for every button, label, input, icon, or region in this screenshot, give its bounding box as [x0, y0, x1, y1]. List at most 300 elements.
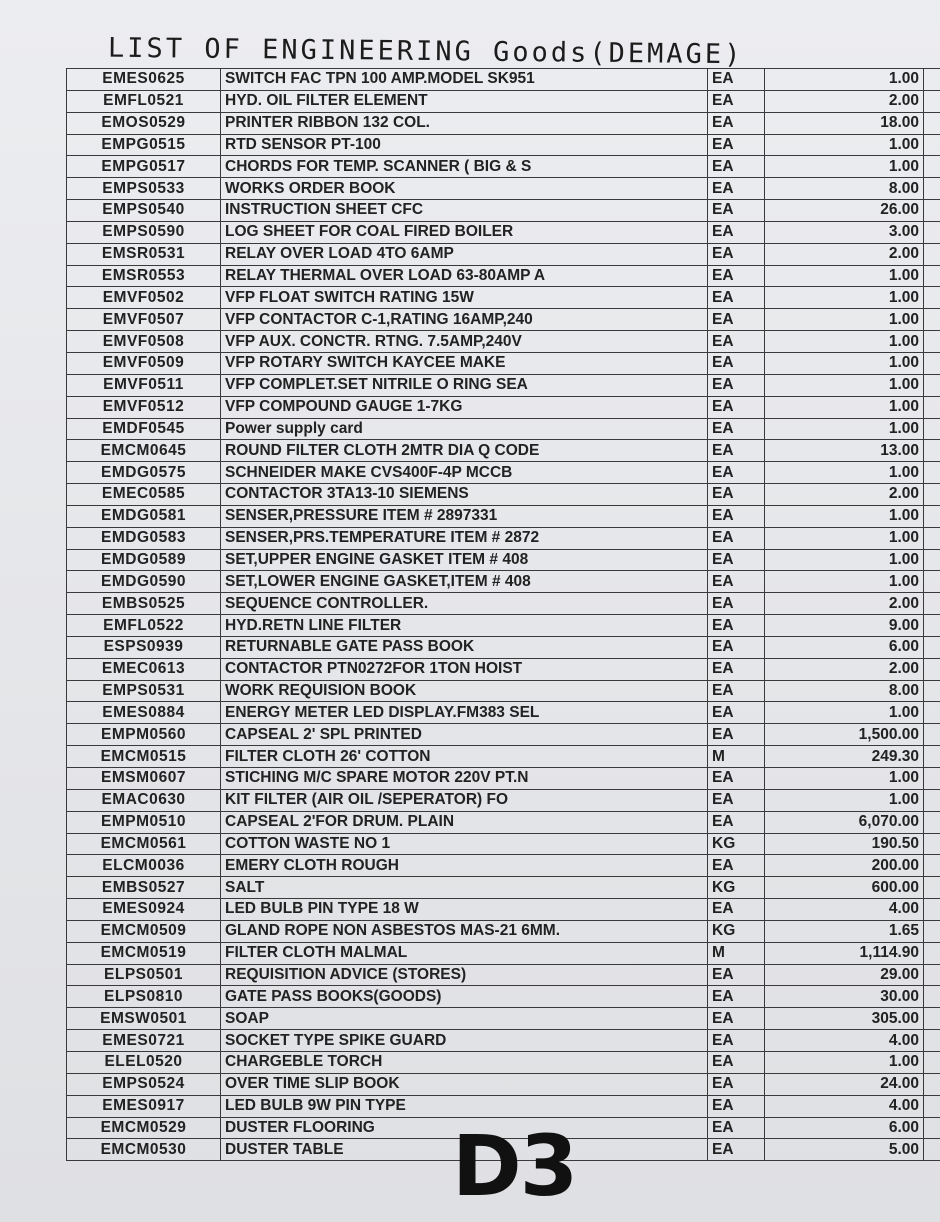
quantity-cell: 29.00 [765, 964, 924, 986]
item-code-cell: EMES0917 [67, 1095, 221, 1117]
quantity-cell: 305.00 [765, 1008, 924, 1030]
table-row [67, 374, 940, 396]
quantity-cell: 6.00 [765, 1117, 924, 1139]
unit-cell: EA [708, 484, 765, 506]
item-code-cell: EMES0884 [67, 702, 221, 724]
description-cell: SWITCH FAC TPN 100 AMP.MODEL SK951 [221, 69, 708, 91]
description-cell: SENSER,PRESSURE ITEM # 2897331 [221, 505, 708, 527]
item-code-cell: EMES0924 [67, 899, 221, 921]
quantity-cell: 2.00 [765, 658, 924, 680]
unit-cell: EA [708, 134, 765, 156]
description-cell: SEQUENCE CONTROLLER. [221, 593, 708, 615]
description-cell: FILTER CLOTH 26' COTTON [221, 746, 708, 768]
unit-cell: EA [708, 309, 765, 331]
quantity-cell: 1.00 [765, 768, 924, 790]
table-row [67, 768, 940, 790]
description-cell: PRINTER RIBBON 132 COL. [221, 112, 708, 134]
unit-cell: EA [708, 505, 765, 527]
blank-cell [924, 484, 940, 506]
item-code-cell: EMDG0589 [67, 549, 221, 571]
description-cell: CONTACTOR 3TA13-10 SIEMENS [221, 484, 708, 506]
table-row [67, 593, 940, 615]
unit-cell: EA [708, 462, 765, 484]
table-row [67, 986, 940, 1008]
blank-cell [924, 90, 940, 112]
blank-cell [924, 156, 940, 178]
quantity-cell: 1.00 [765, 702, 924, 724]
description-cell: VFP FLOAT SWITCH RATING 15W [221, 287, 708, 309]
blank-cell [924, 811, 940, 833]
unit-cell: EA [708, 200, 765, 222]
item-code-cell: ELCM0036 [67, 855, 221, 877]
table-row [67, 724, 940, 746]
unit-cell: EA [708, 1030, 765, 1052]
table-row [67, 134, 940, 156]
description-cell: STICHING M/C SPARE MOTOR 220V PT.N [221, 768, 708, 790]
unit-cell: EA [708, 549, 765, 571]
item-code-cell: ELPS0501 [67, 964, 221, 986]
blank-cell [924, 1139, 940, 1161]
quantity-cell: 13.00 [765, 440, 924, 462]
quantity-cell: 26.00 [765, 200, 924, 222]
blank-cell [924, 636, 940, 658]
description-cell: DUSTER FLOORING [221, 1117, 708, 1139]
table-row [67, 287, 940, 309]
item-code-cell: EMSW0501 [67, 1008, 221, 1030]
unit-cell: EA [708, 112, 765, 134]
description-cell: VFP AUX. CONCTR. RTNG. 7.5AMP,240V [221, 331, 708, 353]
item-code-cell: EMOS0529 [67, 112, 221, 134]
table-row [67, 484, 940, 506]
item-code-cell: EMES0721 [67, 1030, 221, 1052]
handwritten-section-mark: D3 [452, 1117, 577, 1215]
blank-cell [924, 877, 940, 899]
unit-cell: EA [708, 440, 765, 462]
description-cell: CONTACTOR PTN0272FOR 1TON HOIST [221, 658, 708, 680]
quantity-cell: 1,114.90 [765, 942, 924, 964]
unit-cell: EA [708, 90, 765, 112]
table-row [67, 527, 940, 549]
quantity-cell: 1.00 [765, 527, 924, 549]
unit-cell: EA [708, 221, 765, 243]
description-cell: OVER TIME SLIP BOOK [221, 1073, 708, 1095]
table-row [67, 746, 940, 768]
quantity-cell: 1.00 [765, 69, 924, 91]
blank-cell [924, 724, 940, 746]
description-cell: SOAP [221, 1008, 708, 1030]
blank-cell [924, 1073, 940, 1095]
item-code-cell: EMES0625 [67, 69, 221, 91]
quantity-cell: 600.00 [765, 877, 924, 899]
table-row [67, 69, 940, 91]
description-cell: LED BULB 9W PIN TYPE [221, 1095, 708, 1117]
quantity-cell: 5.00 [765, 1139, 924, 1161]
table-row [67, 571, 940, 593]
description-cell: FILTER CLOTH MALMAL [221, 942, 708, 964]
unit-cell: EA [708, 156, 765, 178]
quantity-cell: 1.00 [765, 549, 924, 571]
description-cell: RTD SENSOR PT-100 [221, 134, 708, 156]
quantity-cell: 190.50 [765, 833, 924, 855]
unit-cell: EA [708, 571, 765, 593]
item-code-cell: EMFL0521 [67, 90, 221, 112]
item-code-cell: EMCM0529 [67, 1117, 221, 1139]
item-code-cell: EMDG0583 [67, 527, 221, 549]
item-code-cell: EMCM0509 [67, 920, 221, 942]
blank-cell [924, 505, 940, 527]
item-code-cell: EMEC0613 [67, 658, 221, 680]
unit-cell: EA [708, 396, 765, 418]
quantity-cell: 1.00 [765, 156, 924, 178]
table-row [67, 243, 940, 265]
quantity-cell: 2.00 [765, 484, 924, 506]
unit-cell: EA [708, 899, 765, 921]
blank-cell [924, 658, 940, 680]
blank-cell [924, 221, 940, 243]
quantity-cell: 1.00 [765, 1051, 924, 1073]
item-code-cell: EMBS0525 [67, 593, 221, 615]
item-code-cell: EMCM0530 [67, 1139, 221, 1161]
description-cell: RETURNABLE GATE PASS BOOK [221, 636, 708, 658]
table-row [67, 964, 940, 986]
unit-cell: EA [708, 1073, 765, 1095]
description-cell: KIT FILTER (AIR OIL /SEPERATOR) FO [221, 789, 708, 811]
description-cell: CAPSEAL 2' SPL PRINTED [221, 724, 708, 746]
blank-cell [924, 287, 940, 309]
quantity-cell: 1.00 [765, 309, 924, 331]
quantity-cell: 1.00 [765, 571, 924, 593]
description-cell: HYD.RETN LINE FILTER [221, 615, 708, 637]
description-cell: CHORDS FOR TEMP. SCANNER ( BIG & S [221, 156, 708, 178]
blank-cell [924, 112, 940, 134]
unit-cell: EA [708, 265, 765, 287]
blank-cell [924, 571, 940, 593]
unit-cell: EA [708, 1051, 765, 1073]
unit-cell: KG [708, 877, 765, 899]
item-code-cell: EMPS0524 [67, 1073, 221, 1095]
unit-cell: EA [708, 964, 765, 986]
unit-cell: KG [708, 833, 765, 855]
unit-cell: EA [708, 527, 765, 549]
table-row [67, 1073, 940, 1095]
table-row [67, 920, 940, 942]
table-row [67, 877, 940, 899]
unit-cell: EA [708, 287, 765, 309]
table-row [67, 789, 940, 811]
table-row [67, 178, 940, 200]
item-code-cell: EMVF0502 [67, 287, 221, 309]
item-code-cell: EMPG0515 [67, 134, 221, 156]
quantity-cell: 200.00 [765, 855, 924, 877]
quantity-cell: 9.00 [765, 615, 924, 637]
unit-cell: EA [708, 1139, 765, 1161]
description-cell: SENSER,PRS.TEMPERATURE ITEM # 2872 [221, 527, 708, 549]
unit-cell: EA [708, 702, 765, 724]
blank-cell [924, 768, 940, 790]
blank-cell [924, 309, 940, 331]
item-code-cell: EMFL0522 [67, 615, 221, 637]
unit-cell: EA [708, 593, 765, 615]
description-cell: LOG SHEET FOR COAL FIRED BOILER [221, 221, 708, 243]
item-code-cell: EMVF0507 [67, 309, 221, 331]
table-row [67, 942, 940, 964]
quantity-cell: 1.00 [765, 505, 924, 527]
quantity-cell: 2.00 [765, 243, 924, 265]
table-row [67, 352, 940, 374]
blank-cell [924, 593, 940, 615]
table-row [67, 702, 940, 724]
table-row [67, 396, 940, 418]
item-code-cell: EMVF0512 [67, 396, 221, 418]
blank-cell [924, 396, 940, 418]
blank-cell [924, 178, 940, 200]
description-cell: INSTRUCTION SHEET CFC [221, 200, 708, 222]
item-code-cell: EMEC0585 [67, 484, 221, 506]
description-cell: ROUND FILTER CLOTH 2MTR DIA Q CODE [221, 440, 708, 462]
table-row [67, 200, 940, 222]
quantity-cell: 1.00 [765, 418, 924, 440]
unit-cell: EA [708, 855, 765, 877]
blank-cell [924, 702, 940, 724]
unit-cell: EA [708, 680, 765, 702]
blank-cell [924, 69, 940, 91]
quantity-cell: 6,070.00 [765, 811, 924, 833]
description-cell: SET,UPPER ENGINE GASKET ITEM # 408 [221, 549, 708, 571]
description-cell: COTTON WASTE NO 1 [221, 833, 708, 855]
table-row [67, 636, 940, 658]
item-code-cell: EMPM0510 [67, 811, 221, 833]
quantity-cell: 30.00 [765, 986, 924, 1008]
item-code-cell: ESPS0939 [67, 636, 221, 658]
unit-cell: EA [708, 374, 765, 396]
item-code-cell: EMDG0575 [67, 462, 221, 484]
blank-cell [924, 134, 940, 156]
table-row [67, 309, 940, 331]
description-cell: DUSTER TABLE [221, 1139, 708, 1161]
description-cell: GATE PASS BOOKS(GOODS) [221, 986, 708, 1008]
description-cell: SET,LOWER ENGINE GASKET,ITEM # 408 [221, 571, 708, 593]
table-row [67, 221, 940, 243]
quantity-cell: 6.00 [765, 636, 924, 658]
quantity-cell: 249.30 [765, 746, 924, 768]
item-code-cell: EMDG0590 [67, 571, 221, 593]
table-row [67, 1008, 940, 1030]
table-row [67, 1095, 940, 1117]
description-cell: VFP COMPOUND GAUGE 1-7KG [221, 396, 708, 418]
blank-cell [924, 1051, 940, 1073]
table-row [67, 833, 940, 855]
table-row [67, 615, 940, 637]
table-row [67, 1051, 940, 1073]
quantity-cell: 2.00 [765, 90, 924, 112]
blank-cell [924, 265, 940, 287]
unit-cell: EA [708, 1095, 765, 1117]
quantity-cell: 1.00 [765, 265, 924, 287]
quantity-cell: 3.00 [765, 221, 924, 243]
blank-cell [924, 200, 940, 222]
unit-cell: EA [708, 178, 765, 200]
item-code-cell: EMPS0533 [67, 178, 221, 200]
unit-cell: KG [708, 920, 765, 942]
blank-cell [924, 1095, 940, 1117]
table-row [67, 505, 940, 527]
quantity-cell: 24.00 [765, 1073, 924, 1095]
description-cell: CAPSEAL 2'FOR DRUM. PLAIN [221, 811, 708, 833]
blank-cell [924, 243, 940, 265]
table-row [67, 331, 940, 353]
table-row [67, 1030, 940, 1052]
blank-cell [924, 986, 940, 1008]
quantity-cell: 1.00 [765, 462, 924, 484]
items-table [66, 68, 940, 1161]
item-code-cell: EMDG0581 [67, 505, 221, 527]
unit-cell: EA [708, 658, 765, 680]
quantity-cell: 8.00 [765, 680, 924, 702]
description-cell: VFP COMPLET.SET NITRILE O RING SEA [221, 374, 708, 396]
item-code-cell: ELEL0520 [67, 1051, 221, 1073]
table-row [67, 549, 940, 571]
description-cell: WORKS ORDER BOOK [221, 178, 708, 200]
item-code-cell: EMAC0630 [67, 789, 221, 811]
unit-cell: EA [708, 69, 765, 91]
blank-cell [924, 549, 940, 571]
table-row [67, 156, 940, 178]
quantity-cell: 1.00 [765, 331, 924, 353]
description-cell: EMERY CLOTH ROUGH [221, 855, 708, 877]
table-row [67, 90, 940, 112]
item-code-cell: EMSR0553 [67, 265, 221, 287]
description-cell: LED BULB PIN TYPE 18 W [221, 899, 708, 921]
item-code-cell: EMPS0531 [67, 680, 221, 702]
table-row [67, 265, 940, 287]
description-cell: CHARGEBLE TORCH [221, 1051, 708, 1073]
blank-cell [924, 331, 940, 353]
blank-cell [924, 1008, 940, 1030]
description-cell: Power supply card [221, 418, 708, 440]
item-code-cell: EMSR0531 [67, 243, 221, 265]
unit-cell: EA [708, 615, 765, 637]
description-cell: SCHNEIDER MAKE CVS400F-4P MCCB [221, 462, 708, 484]
blank-cell [924, 942, 940, 964]
blank-cell [924, 899, 940, 921]
description-cell: SALT [221, 877, 708, 899]
blank-cell [924, 855, 940, 877]
handwritten-title: LIST OF ENGINEERING Goods(DEMAGE) [107, 32, 744, 71]
quantity-cell: 18.00 [765, 112, 924, 134]
blank-cell [924, 615, 940, 637]
description-cell: REQUISITION ADVICE (STORES) [221, 964, 708, 986]
quantity-cell: 1.00 [765, 134, 924, 156]
blank-cell [924, 920, 940, 942]
description-cell: ENERGY METER LED DISPLAY.FM383 SEL [221, 702, 708, 724]
table-row [67, 112, 940, 134]
unit-cell: EA [708, 243, 765, 265]
quantity-cell: 1.00 [765, 374, 924, 396]
unit-cell: EA [708, 724, 765, 746]
unit-cell: EA [708, 352, 765, 374]
quantity-cell: 8.00 [765, 178, 924, 200]
description-cell: SOCKET TYPE SPIKE GUARD [221, 1030, 708, 1052]
item-code-cell: EMPG0517 [67, 156, 221, 178]
item-code-cell: EMSM0607 [67, 768, 221, 790]
quantity-cell: 1.00 [765, 396, 924, 418]
quantity-cell: 4.00 [765, 1095, 924, 1117]
description-cell: HYD. OIL FILTER ELEMENT [221, 90, 708, 112]
blank-cell [924, 1030, 940, 1052]
blank-cell [924, 418, 940, 440]
item-code-cell: ELPS0810 [67, 986, 221, 1008]
table-row [67, 462, 940, 484]
description-cell: VFP ROTARY SWITCH KAYCEE MAKE [221, 352, 708, 374]
unit-cell: EA [708, 1008, 765, 1030]
blank-cell [924, 527, 940, 549]
unit-cell: EA [708, 1117, 765, 1139]
items-table-body [67, 69, 940, 1161]
unit-cell: M [708, 746, 765, 768]
item-code-cell: EMPS0540 [67, 200, 221, 222]
quantity-cell: 1.00 [765, 352, 924, 374]
item-code-cell: EMVF0511 [67, 374, 221, 396]
blank-cell [924, 352, 940, 374]
table-row [67, 899, 940, 921]
unit-cell: EA [708, 789, 765, 811]
blank-cell [924, 833, 940, 855]
item-code-cell: EMCM0515 [67, 746, 221, 768]
blank-cell [924, 746, 940, 768]
blank-cell [924, 789, 940, 811]
quantity-cell: 4.00 [765, 1030, 924, 1052]
blank-cell [924, 680, 940, 702]
item-code-cell: EMPM0560 [67, 724, 221, 746]
description-cell: WORK REQUISION BOOK [221, 680, 708, 702]
table-row [67, 440, 940, 462]
unit-cell: EA [708, 768, 765, 790]
quantity-cell: 1.65 [765, 920, 924, 942]
item-code-cell: EMCM0561 [67, 833, 221, 855]
description-cell: RELAY OVER LOAD 4TO 6AMP [221, 243, 708, 265]
item-code-cell: EMVF0508 [67, 331, 221, 353]
item-code-cell: EMDF0545 [67, 418, 221, 440]
quantity-cell: 1.00 [765, 789, 924, 811]
unit-cell: EA [708, 986, 765, 1008]
unit-cell: EA [708, 811, 765, 833]
item-code-cell: EMPS0590 [67, 221, 221, 243]
item-code-cell: EMCM0519 [67, 942, 221, 964]
description-cell: VFP CONTACTOR C-1,RATING 16AMP,240 [221, 309, 708, 331]
quantity-cell: 1.00 [765, 287, 924, 309]
unit-cell: EA [708, 636, 765, 658]
unit-cell: EA [708, 418, 765, 440]
quantity-cell: 1,500.00 [765, 724, 924, 746]
table-row [67, 811, 940, 833]
table-row [67, 855, 940, 877]
blank-cell [924, 440, 940, 462]
blank-cell [924, 462, 940, 484]
quantity-cell: 2.00 [765, 593, 924, 615]
unit-cell: EA [708, 331, 765, 353]
item-code-cell: EMBS0527 [67, 877, 221, 899]
unit-cell: M [708, 942, 765, 964]
table-row [67, 418, 940, 440]
blank-cell [924, 374, 940, 396]
item-code-cell: EMCM0645 [67, 440, 221, 462]
description-cell: RELAY THERMAL OVER LOAD 63-80AMP A [221, 265, 708, 287]
description-cell: GLAND ROPE NON ASBESTOS MAS-21 6MM. [221, 920, 708, 942]
quantity-cell: 4.00 [765, 899, 924, 921]
blank-cell [924, 1117, 940, 1139]
table-row [67, 680, 940, 702]
blank-cell [924, 964, 940, 986]
